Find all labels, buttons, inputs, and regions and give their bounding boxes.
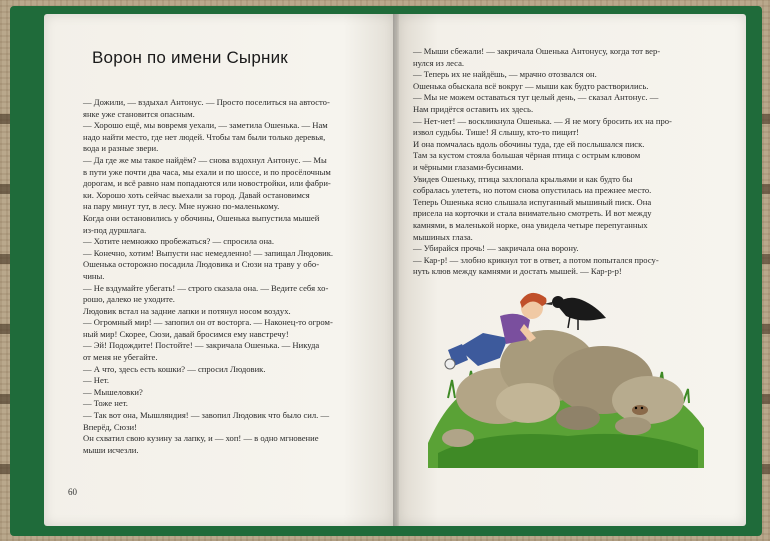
text-line: — Хорошо ещё, мы вовремя уехали, — заметила Ошенька. — Нам bbox=[83, 120, 328, 131]
text-line: нуть клюв между камнями и достать мышей. — Кар-р-р! bbox=[413, 266, 622, 277]
text-line: Ошенька осторожно посадила Людовика и Сюзи на траву у обо- bbox=[83, 259, 320, 270]
text-line: янке уже становится опасным. bbox=[83, 108, 195, 119]
text-line: извол судьбы. Тише! Я слышу, кто-то пищит! bbox=[413, 127, 579, 138]
text-line: от меня не убегайте. bbox=[83, 352, 158, 363]
text-line: — Да где же мы такое найдём? — снова вздохнул Антонус. — Мы bbox=[83, 154, 327, 165]
text-line: — Убирайся прочь! — закричала она ворону. bbox=[413, 243, 579, 254]
text-line: на пару минут тут, в лесу. Мне нужно по-маленькому. bbox=[83, 201, 280, 212]
text-line: — Кар-р! — злобно крикнул тот в ответ, а потом попытался просу- bbox=[413, 254, 659, 265]
text-line: — Тоже нет. bbox=[83, 398, 128, 409]
book-gutter bbox=[393, 14, 399, 526]
text-line: мыши исчезли. bbox=[83, 444, 139, 455]
text-line: надо найти место, где нет людей. Чтобы там были только деревья, bbox=[83, 131, 326, 142]
text-line: — Эй! Подождите! Постойте! — закричала Ошенька. — Никуда bbox=[83, 340, 320, 351]
text-line: Вперёд, Сюзи! bbox=[83, 421, 137, 432]
text-line: — Мы не можем оставаться тут целый день, — сказал Антонус. — bbox=[413, 92, 659, 103]
left-page-text bbox=[83, 97, 375, 456]
text-line: — Дожили, — вздыхал Антонус. — Просто поселиться на автосто- bbox=[83, 97, 330, 107]
text-line: — Так вот она, Мышляндия! — завопил Людовик что было сил. — bbox=[83, 410, 330, 421]
text-line: и чёрными глазами-бусинами. bbox=[413, 161, 524, 172]
text-line: — Теперь их не найдёшь, — мрачно отозвался он. bbox=[413, 69, 597, 80]
mouse bbox=[632, 405, 648, 415]
text-line: ный мир! Скорее, Сюзи, давай бросимся ему навстречу! bbox=[83, 328, 289, 339]
text-line: собралась улететь, но потом снова опустилась на прежнее место. bbox=[413, 185, 652, 196]
text-line: Нам придётся оставить их здесь. bbox=[413, 103, 534, 114]
text-line: — Мыши сбежали! — закричала Ошенька Антонусу, когда тот вер- bbox=[413, 46, 661, 56]
text-line: — Мышеловки? bbox=[83, 386, 143, 397]
text-line: Он схватил свою кузину за лапку, и — хоп! — в одно мгновение bbox=[83, 433, 319, 444]
crow bbox=[544, 296, 606, 330]
text-line: — Не вздумайте убегать! — строго сказала она. — Ведите себя хо- bbox=[83, 282, 329, 293]
text-line: — Огромный мир! — запопил он от восторга. — Наконец-то огром- bbox=[83, 317, 333, 328]
text-line: дорогам, и всё равно нам попадаются или новостройки, или фабри- bbox=[83, 178, 331, 189]
text-line: чины. bbox=[83, 270, 105, 281]
text-line: ки. Хорошо хоть сейчас выехали за город. Давай остановимся bbox=[83, 189, 310, 200]
chapter-title: Ворон по имени Сырник bbox=[92, 48, 288, 67]
text-line: из-под дуршлага. bbox=[83, 224, 147, 235]
text-line: мышиных глаза. bbox=[413, 231, 473, 242]
girl-and-crow-illustration bbox=[428, 278, 704, 468]
page-number: 60 bbox=[68, 487, 77, 497]
text-line: — Конечно, хотим! Выпусти нас немедленно! — запищал Людовик. bbox=[83, 247, 334, 258]
text-line: Когда они остановились у обочины, Ошенька выпустила мышей bbox=[83, 212, 320, 223]
text-line: присела на корточки и стала внимательно смотреть. И вот между bbox=[413, 208, 652, 219]
text-line: — Хотите немножко пробежаться? — спросила она. bbox=[83, 236, 275, 247]
text-line: вода и разные звери. bbox=[83, 143, 159, 154]
text-line: И она помчалась вдоль обочины туда, где ей послышался писк. bbox=[413, 138, 645, 149]
text-line: Там за кустом стояла большая чёрная птица с острым клювом bbox=[413, 150, 641, 161]
text-line: — Нет-нет! — воскликнула Ошенька. — Я не могу бросить их на про- bbox=[413, 115, 672, 126]
text-line: камнями, в маленькой норке, она увидела четыре перепуганных bbox=[413, 219, 648, 230]
text-line: Теперь Ошенька ясно слышала испуганный мышиный писк. Она bbox=[413, 196, 652, 207]
text-line: — А что, здесь есть кошки? — спросил Людовик. bbox=[83, 363, 266, 374]
text-line: рошо, далеко не уходите. bbox=[83, 294, 175, 305]
right-page-text bbox=[413, 46, 713, 278]
text-line: нулся из леса. bbox=[413, 57, 465, 68]
text-line: Ошенька обыскала всё вокруг — мыши как будто растворились. bbox=[413, 80, 649, 91]
text-line: в пути уже почти два часа, мы ехали и по шоссе, и по просёлочным bbox=[83, 166, 331, 177]
text-line: — Нет. bbox=[83, 375, 110, 386]
text-line: Людовик встал на задние лапки и потянул носом воздух. bbox=[83, 305, 291, 316]
text-line: Увидев Ошеньку, птица захлопала крыльями и как будто бы bbox=[413, 173, 633, 184]
